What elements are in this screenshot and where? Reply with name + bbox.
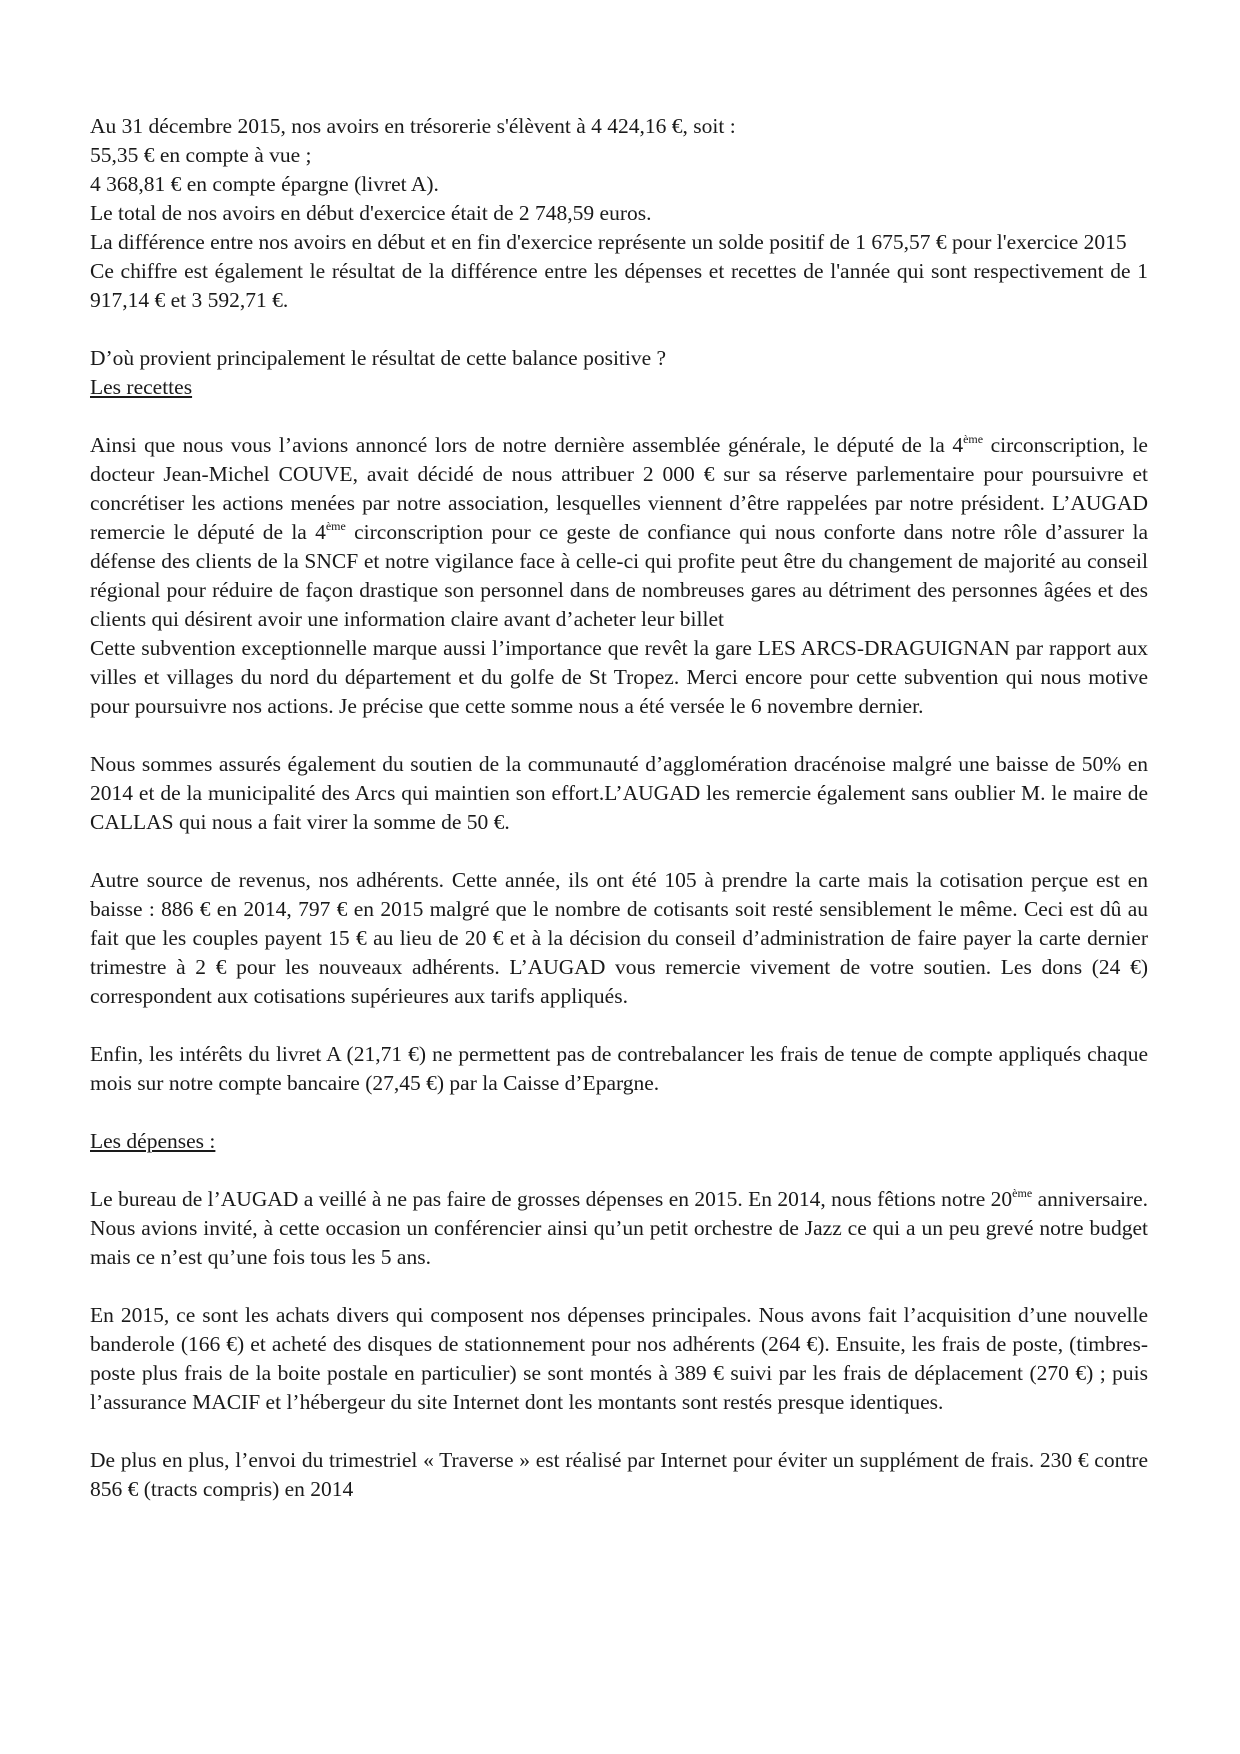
- depenses-heading: Les dépenses :: [90, 1129, 216, 1153]
- interest-paragraph: Enfin, les intérêts du livret A (21,71 €) ne permettent pas de contrebalancer les frais de tenue de compte appliqués chaque mois sur notre compte bancaire (27,45 €) par la Caisse d’Epargne.: [90, 1042, 1148, 1095]
- current-account-line: 55,35 € en compte à vue ;: [90, 143, 312, 167]
- subsidy-text-2: circonscription, le docteur Jean-Michel COUVE, avait décidé de nous attribuer 2 000 € sur sa réserve parlementaire pour poursuivre et concrétiser les actions menées par notre association, lesquelles viennent d’être rappelées par notre président. L’AUGAD remercie le député de la 4: [90, 433, 1148, 544]
- anniversary-paragraph: [90, 1185, 1148, 1272]
- subsidy-paragraph: [90, 431, 1148, 634]
- document-page: [90, 112, 1148, 1504]
- ordinal-suffix: ème: [963, 432, 984, 446]
- ordinal-suffix: ème: [1012, 1186, 1033, 1200]
- community-support-paragraph: Nous sommes assurés également du soutien de la communauté d’agglomération dracénoise malgré une baisse de 50% en 2014 et de la municipalité des Arcs qui maintien son effort.L’AUGAD les remercie également sans oublier M. le maire de CALLAS qui nous a fait virer la somme de 50 €.: [90, 752, 1148, 834]
- treasury-total-line: Au 31 décembre 2015, nos avoirs en trésorerie s'élèvent à 4 424,16 €, soit :: [90, 114, 736, 138]
- balance-difference-paragraph: La différence entre nos avoirs en début et en fin d'exercice représente un solde positif de 1 675,57 € pour l'exercice 2015: [90, 230, 1127, 254]
- subsidy-text-1: Ainsi que nous vous l’avions annoncé lors de notre dernière assemblée générale, le député de la 4: [90, 433, 964, 457]
- recettes-heading: Les recettes: [90, 375, 193, 399]
- balance-question: D’où provient principalement le résultat de cette balance positive ?: [90, 346, 667, 370]
- savings-account-line: 4 368,81 € en compte épargne (livret A).: [90, 172, 439, 196]
- purchases-paragraph: En 2015, ce sont les achats divers qui composent nos dépenses principales. Nous avons fait l’acquisition d’une nouvelle banderole (166 €) et acheté des disques de stationnement pour nos adhérents (264 €). Ensuite, les frais de poste, (timbres-poste plus frais de la boite postale en particulier) se sont montés à 389 € suivi par les frais de déplacement (270 €) ; puis l’assurance MACIF et l’hébergeur du site Internet dont les montants sont restés presque identiques.: [90, 1303, 1148, 1414]
- station-importance-paragraph: Cette subvention exceptionnelle marque aussi l’importance que revêt la gare LES ARCS-DRAGUIGNAN par rapport aux villes et villages du nord du département et du golfe de St Tropez. Merci encore pour cette subvention qui nous motive pour poursuivre nos actions. Je précise que cette somme nous a été versée le 6 novembre dernier.: [90, 636, 1148, 718]
- subsidy-text-3: circonscription pour ce geste de confiance qui nous conforte dans notre rôle d’assurer la défense des clients de la SNCF et notre vigilance face à celle-ci qui profite peut être du changement de majorité au conseil régional pour réduire de façon drastique son personnel dans de nombreuses gares au détriment des personnes âgées et des clients qui désirent avoir une information claire avant d’acheter leur billet: [90, 520, 1148, 631]
- expenses-income-paragraph: Ce chiffre est également le résultat de la différence entre les dépenses et recettes de l'année qui sont respectivement de 1 917,14 € et 3 592,71 €.: [90, 259, 1148, 312]
- opening-balance-line: Le total de nos avoirs en début d'exercice était de 2 748,59 euros.: [90, 201, 652, 225]
- newsletter-paragraph: De plus en plus, l’envoi du trimestriel « Traverse » est réalisé par Internet pour éviter un supplément de frais. 230 € contre 856 € (tracts compris) en 2014: [90, 1448, 1148, 1501]
- members-paragraph: Autre source de revenus, nos adhérents. Cette année, ils ont été 105 à prendre la carte mais la cotisation perçue est en baisse : 886 € en 2014, 797 € en 2015 malgré que le nombre de cotisants soit resté sensiblement le même. Ceci est dû au fait que les couples payent 15 € au lieu de 20 € et à la décision du conseil d’administration de faire payer la carte dernier trimestre à 2 € pour les nouveaux adhérents. L’AUGAD vous remercie vivement de votre soutien. Les dons (24 €) correspondent aux cotisations supérieures aux tarifs appliqués.: [90, 868, 1148, 1008]
- ordinal-suffix: ème: [325, 519, 346, 533]
- anniversary-text-1: Le bureau de l’AUGAD a veillé à ne pas faire de grosses dépenses en 2015. En 2014, nous fêtions notre 20: [90, 1187, 1013, 1211]
- anniversary-text-2: anniversaire. Nous avions invité, à cette occasion un conférencier ainsi qu’un petit orchestre de Jazz ce qui a un peu grevé notre budget mais ce n’est qu’une fois tous les 5 ans.: [90, 1187, 1148, 1269]
